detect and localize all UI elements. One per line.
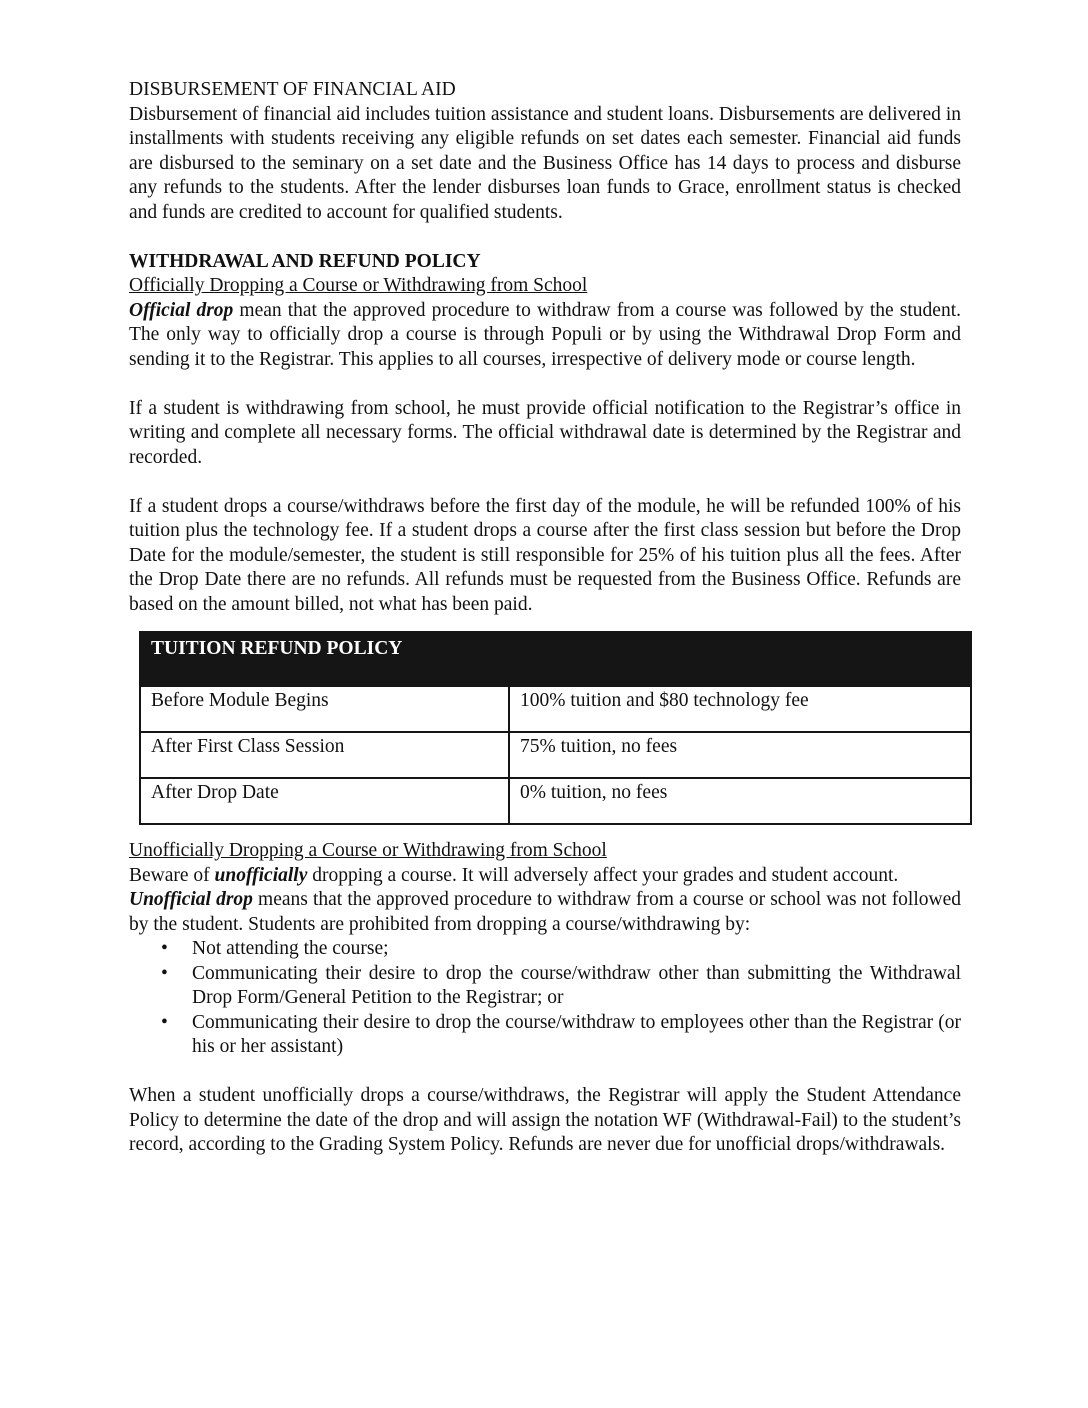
withdrawal-heading: WITHDRAWAL AND REFUND POLICY xyxy=(129,250,481,272)
beware-text-start: Beware of xyxy=(129,864,215,886)
bullet-icon: • xyxy=(161,1011,168,1033)
spacer xyxy=(129,372,961,397)
table-row xyxy=(140,732,971,778)
bullet-icon: • xyxy=(161,962,168,984)
refund-when-cell: Before Module Begins xyxy=(140,686,509,732)
list-item xyxy=(129,962,961,1011)
refund-table-title: TUITION REFUND POLICY xyxy=(140,632,971,686)
official-drop-subheading: Officially Dropping a Course or Withdrawing from School xyxy=(129,275,588,296)
official-drop-text: mean that the approved procedure to withdraw from a course was followed by the student. The only way to officially drop a course is through Populi or by using the Withdrawal Drop Form and sending it to the Registrar. This applies to all courses, irrespective of delivery mode or course length. xyxy=(129,299,961,370)
beware-term: unofficially xyxy=(214,864,308,886)
beware-paragraph xyxy=(129,864,961,889)
refund-rules-paragraph: If a student drops a course/withdraws before the first day of the module, he will be refunded 100% of his tuition plus the technology fee. If a student drops a course after the first class session but before the Drop Date for the module/semester, the student is still responsible for 25% of his tuition plus all the fees. After the Drop Date there are no refunds. All refunds must be requested from the Business Office. Refunds are based on the amount billed, not what has been paid. xyxy=(129,495,961,615)
withdraw-school-paragraph: If a student is withdrawing from school, he must provide official notification to the Registrar’s office in writing and complete all necessary forms. The official withdrawal date is determined by the Registrar and recorded. xyxy=(129,397,961,468)
unofficial-definition-text: means that the approved procedure to withdraw from a course or school was not followed by the student. Students are prohibited from dropping a course/withdrawing by: xyxy=(129,889,962,935)
prohibited-actions-list xyxy=(129,937,961,1060)
table-row xyxy=(140,778,971,824)
official-drop-term: Official drop xyxy=(129,299,234,321)
document-page xyxy=(129,78,961,1158)
unofficial-drop-subheading: Unofficially Dropping a Course or Withdrawing from School xyxy=(129,840,607,861)
beware-text-end: dropping a course. It will adversely affect your grades and student account. xyxy=(307,864,899,886)
disbursement-paragraph: Disbursement of financial aid includes tuition assistance and student loans. Disbursements are delivered in installments with students receiving any eligible refunds on set dates each semester. Financial aid funds are disbursed to the seminary on a set date and the Business Office has 14 days to process and disburse any refunds to the students. After the lender disburses loan funds to Grace, enrollment status is checked and funds are credited to account for qualified students. xyxy=(129,103,961,223)
bullet-icon: • xyxy=(161,938,168,959)
unofficial-definition-paragraph xyxy=(129,888,961,937)
list-item-text: Not attending the course; xyxy=(192,938,389,959)
spacer xyxy=(129,225,961,250)
table-row xyxy=(140,686,971,732)
refund-amount-cell: 75% tuition, no fees xyxy=(509,732,971,778)
list-item-text: Communicating their desire to drop the course/withdraw other than submitting the Withdrawal Drop Form/General Petition to the Registrar; or xyxy=(192,962,961,1008)
unofficial-drop-term: Unofficial drop xyxy=(129,889,253,910)
refund-amount-cell: 0% tuition, no fees xyxy=(509,778,971,824)
list-item-text: Communicating their desire to drop the course/withdraw to employees other than the Registrar (or his or her assistant) xyxy=(192,1011,961,1057)
refund-amount-cell: 100% tuition and $80 technology fee xyxy=(509,686,971,732)
official-drop-paragraph xyxy=(129,299,961,373)
spacer xyxy=(129,470,961,495)
disbursement-heading: DISBURSEMENT OF FINANCIAL AID xyxy=(129,79,456,100)
list-item xyxy=(129,937,961,962)
list-item xyxy=(129,1011,961,1060)
refund-when-cell: After First Class Session xyxy=(140,732,509,778)
spacer xyxy=(129,1060,961,1085)
refund-when-cell: After Drop Date xyxy=(140,778,509,824)
closing-paragraph: When a student unofficially drops a course/withdraws, the Registrar will apply the Student Attendance Policy to determine the date of the drop and will assign the notation WF (Withdrawal-Fail) to the student’s record, according to the Grading System Policy. Refunds are never due for unofficial drops/withdrawals. xyxy=(129,1085,961,1155)
tuition-refund-table xyxy=(139,631,972,825)
